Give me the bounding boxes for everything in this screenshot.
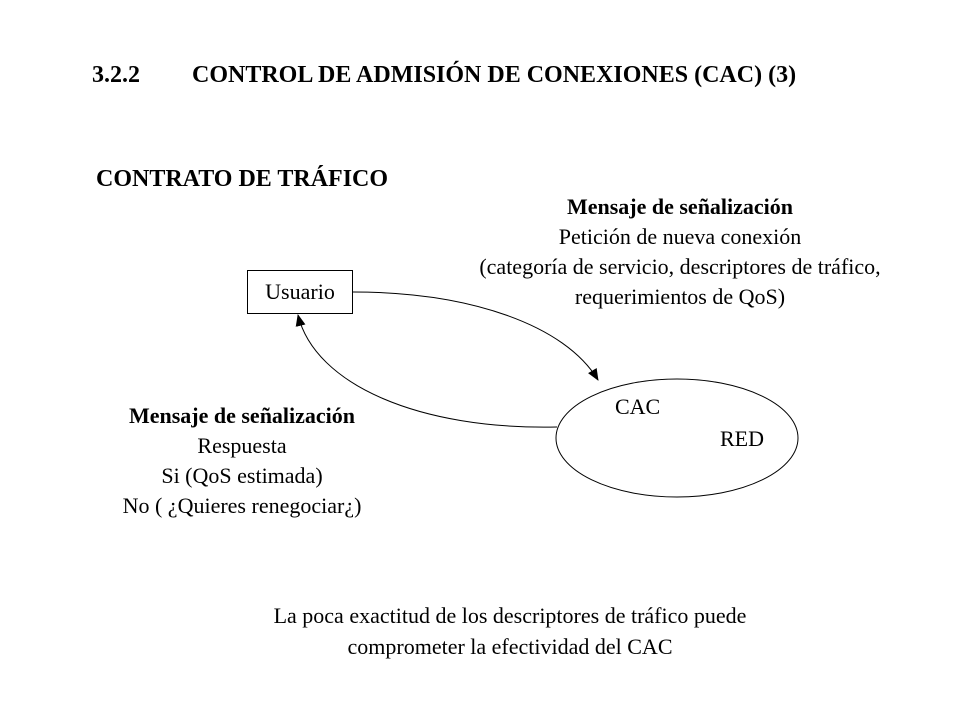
response-message-line: Si (QoS estimada) [161, 463, 323, 488]
response-message-line: No ( ¿Quieres renegociar¿) [122, 493, 362, 518]
title-number: 3.2.2 [92, 62, 140, 88]
request-message-line: (categoría de servicio, descriptores de tráfico, [479, 254, 881, 279]
footer-note [230, 600, 790, 662]
request-message-heading: Mensaje de señalización [566, 194, 794, 219]
response-message [72, 401, 412, 521]
response-message-line: Respuesta [197, 433, 287, 458]
user-node: Usuario [247, 270, 353, 314]
cac-label: CAC [615, 394, 661, 419]
footer-line: comprometer la efectividad del CAC [347, 634, 673, 659]
request-message-line: requerimientos de QoS) [574, 284, 786, 309]
title-text: CONTROL DE ADMISIÓN DE CONEXIONES (CAC) (3) [192, 62, 797, 88]
section-heading: CONTRATO DE TRÁFICO [96, 166, 389, 192]
response-message-heading: Mensaje de señalización [128, 403, 356, 428]
request-message-line: Petición de nueva conexión [558, 224, 802, 249]
footer-line: La poca exactitud de los descriptores de tráfico puede [273, 603, 747, 628]
network-label: RED [720, 426, 764, 451]
request-arrow [353, 292, 598, 380]
